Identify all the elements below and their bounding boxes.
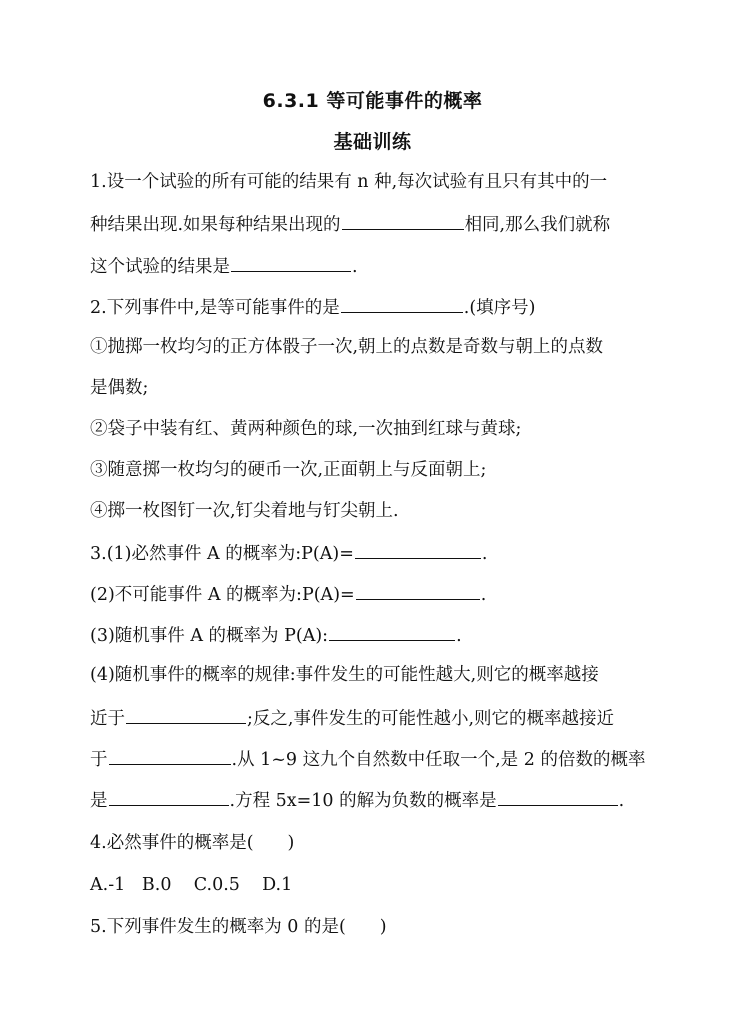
q2-option-1-cont: 是偶数; bbox=[90, 378, 149, 398]
q2-option-2: ②袋子中装有红、黄两种颜色的球,一次抽到红球与黄球; bbox=[90, 419, 522, 439]
answer-blank[interactable] bbox=[341, 294, 463, 313]
q1-line-1: 1.设一个试验的所有可能的结果有 n 种,每次试验有且只有其中的一 bbox=[90, 172, 608, 192]
q2-option-4: ④掷一枚图钉一次,钉尖着地与钉尖朝上. bbox=[90, 501, 399, 521]
q2-stem: 2.下列事件中,是等可能事件的是 .(填序号) bbox=[90, 294, 535, 320]
answer-blank[interactable] bbox=[109, 746, 231, 765]
q3-part-4-line-3: 于 .从 1~9 这九个自然数中任取一个,是 2 的倍数的概率 bbox=[90, 746, 645, 772]
q5-stem: 5.下列事件发生的概率为 0 的是( ) bbox=[90, 917, 387, 937]
section-subtitle: 基础训练 bbox=[333, 131, 412, 153]
q4-options: A.-1 B.0 C.0.5 D.1 bbox=[90, 875, 293, 895]
answer-blank[interactable] bbox=[109, 787, 229, 806]
q3-part-2: (2)不可能事件 A 的概率为:P(A)= . bbox=[90, 581, 486, 607]
answer-blank[interactable] bbox=[498, 787, 618, 806]
answer-blank[interactable] bbox=[355, 540, 481, 559]
answer-blank[interactable] bbox=[356, 581, 480, 600]
q4-stem: 4.必然事件的概率是( ) bbox=[90, 833, 295, 853]
q3-part-4-line-4: 是 .方程 5x=10 的解为负数的概率是 . bbox=[90, 787, 624, 813]
q1-line-3: 这个试验的结果是 . bbox=[90, 253, 358, 279]
q3-part-1: 3.(1)必然事件 A 的概率为:P(A)= . bbox=[90, 540, 487, 566]
q1-line-2: 种结果出现.如果每种结果出现的 相同,那么我们就称 bbox=[90, 211, 610, 237]
answer-blank[interactable] bbox=[126, 705, 246, 724]
q3-part-4-line-1: (4)随机事件的概率的规律:事件发生的可能性越大,则它的概率越接 bbox=[90, 665, 599, 685]
answer-blank[interactable] bbox=[342, 211, 464, 230]
q2-option-3: ③随意掷一枚均匀的硬币一次,正面朝上与反面朝上; bbox=[90, 460, 487, 480]
page-title: 6.3.1 等可能事件的概率 bbox=[262, 90, 483, 112]
q2-option-1: ①抛掷一枚均匀的正方体骰子一次,朝上的点数是奇数与朝上的点数 bbox=[90, 337, 604, 357]
answer-blank[interactable] bbox=[231, 253, 351, 272]
q3-part-4-line-2: 近于 ;反之,事件发生的可能性越小,则它的概率越接近 bbox=[90, 705, 614, 731]
q3-part-3: (3)随机事件 A 的概率为 P(A): . bbox=[90, 622, 462, 648]
answer-blank[interactable] bbox=[329, 622, 455, 641]
